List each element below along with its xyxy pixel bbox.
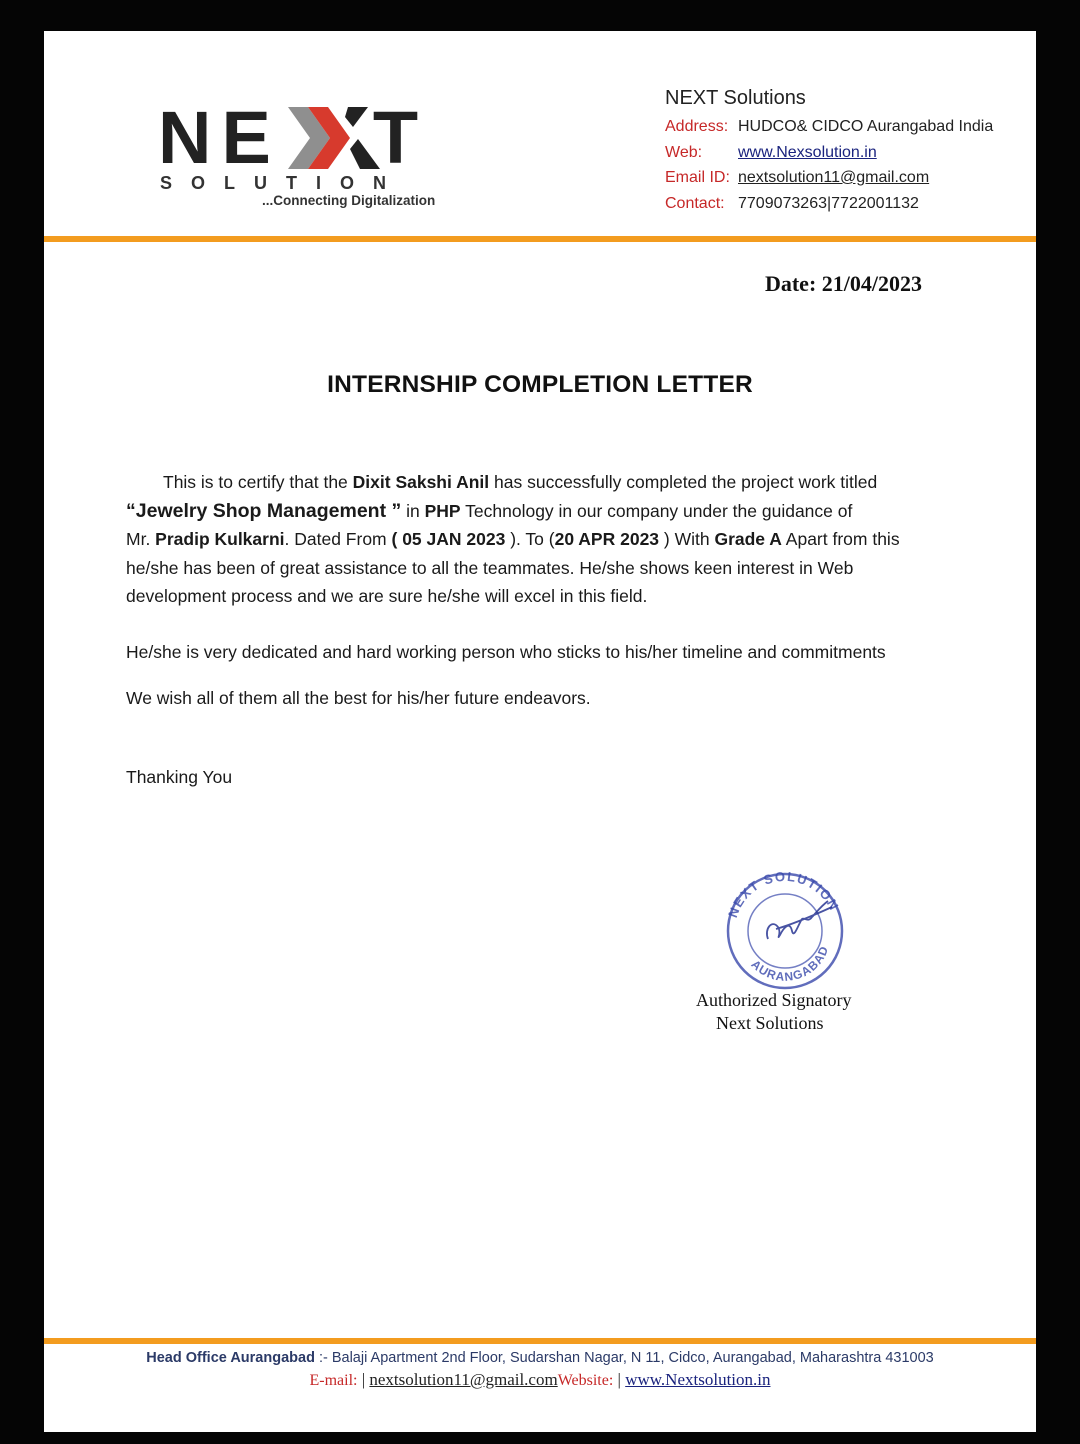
web-row <box>665 143 877 163</box>
logo-wordmark: NE T <box>158 96 429 179</box>
web-link[interactable]: www.Nexsolution.in <box>738 144 877 161</box>
logo-subtitle: SOLUTION <box>160 173 405 193</box>
letter-page <box>44 31 1036 1432</box>
address-row <box>665 117 993 137</box>
address-label: Address: <box>665 118 729 135</box>
logo-x-mark <box>288 105 388 171</box>
footer-website-link[interactable]: www.Nextsolution.in <box>625 1370 771 1389</box>
wishes-paragraph: We wish all of them all the best for his/her future endeavors. <box>126 688 591 708</box>
header-divider <box>44 236 1036 242</box>
footer-contacts: E-mail: | nextsolution11@gmail.comWebsite: | www.Nextsolution.in <box>309 1370 771 1389</box>
email-label: Email ID: <box>665 169 730 186</box>
certify-paragraph: This is to certify that the Dixit Sakshi Anil has successfully completed the project work titled “Jewelry Shop Management ” in PHP Technology in our company under the guidance of Mr. Pradip Kulkarni. Dated From ( 05 JAN 2023 ). To (20 APR 2023 ) With Grade A Apart from this he/she has been of great assistance to all the teammates. He/she shows keen interest in Web development process and we are sure he/she will excel in this field. <box>126 472 900 606</box>
email-link[interactable]: nextsolution11@gmail.com <box>738 169 930 186</box>
company-stamp <box>720 869 850 994</box>
contact-value: 7709073263|7722001132 <box>738 195 919 212</box>
letter-title: INTERNSHIP COMPLETION LETTER <box>327 371 753 398</box>
contact-row <box>665 194 919 214</box>
signatory-company: Next Solutions <box>716 1013 824 1033</box>
company-logo <box>158 96 458 216</box>
start-date: ( 05 JAN 2023 <box>391 529 506 549</box>
intern-name: Dixit Sakshi Anil <box>352 472 490 492</box>
signatory-block <box>696 989 851 1035</box>
project-title: “Jewelry Shop Management ” <box>126 499 402 522</box>
signatory-title: Authorized Signatory <box>696 990 852 1010</box>
footer-website-label: Website: <box>557 1372 614 1389</box>
email-row <box>665 168 929 188</box>
dedication-paragraph: He/she is very dedicated and hard working person who sticks to his/her timeline and commitments <box>126 642 886 662</box>
company-name: NEXT Solutions <box>665 87 806 109</box>
logo-tagline: ...Connecting Digitalization <box>262 193 436 208</box>
footer-address: Head Office Aurangabad :- Balaji Apartment 2nd Floor, Sudarshan Nagar, N 11, Cidco, Aurangabad, Maharashtra 431003 <box>146 1350 934 1366</box>
head-office-label: Head Office Aurangabad <box>146 1350 315 1366</box>
technology: PHP <box>424 500 461 521</box>
end-date: 20 APR 2023 <box>554 529 660 549</box>
footer-divider <box>44 1338 1036 1344</box>
stamp-text-top: NEXT SOLUTION <box>725 869 843 920</box>
address-value: HUDCO& CIDCO Aurangabad India <box>738 118 994 135</box>
web-label: Web: <box>665 144 703 161</box>
footer-email-label: E-mail: <box>309 1372 358 1389</box>
contact-label: Contact: <box>665 195 725 212</box>
footer-email-link[interactable]: nextsolution11@gmail.com <box>369 1370 558 1389</box>
letter-date: Date: 21/04/2023 <box>764 271 922 296</box>
closing-text: Thanking You <box>126 767 233 787</box>
grade: Grade A <box>714 529 782 549</box>
stamp-text-bottom: AURANGABAD <box>748 943 832 984</box>
guide-name: Pradip Kulkarni <box>155 529 285 549</box>
